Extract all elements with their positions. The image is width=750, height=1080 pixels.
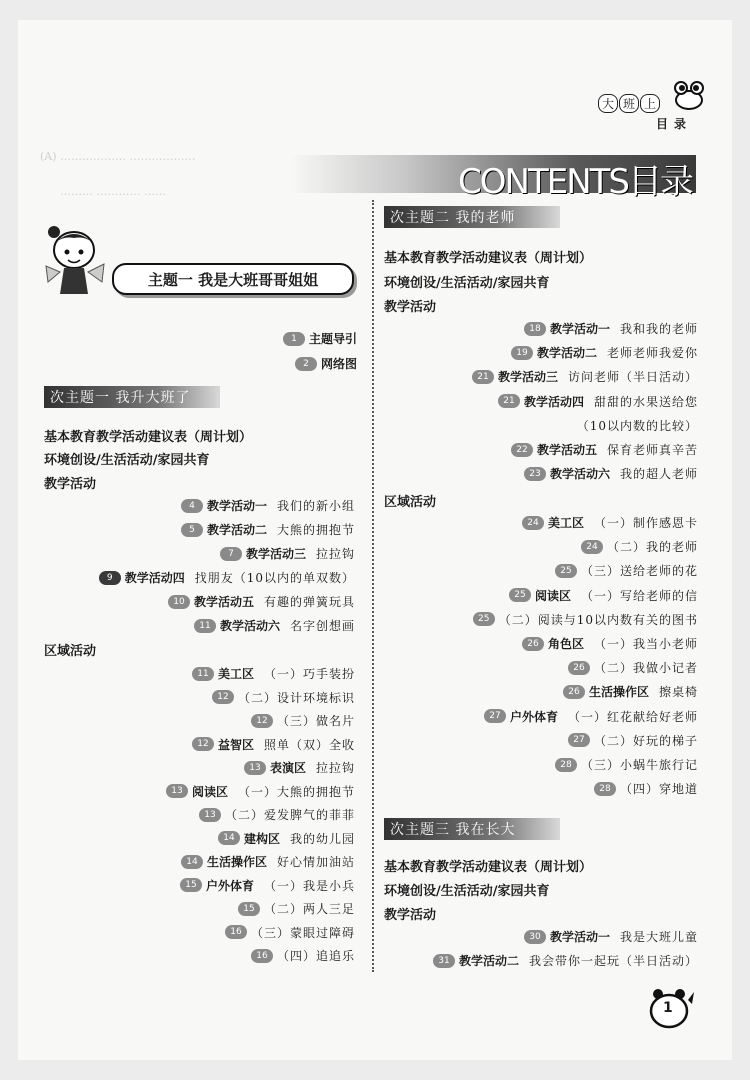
toc-entry[interactable] — [168, 593, 355, 610]
plan-heading: 基本教育教学活动建议表（周计划） — [44, 430, 253, 445]
entry-description: （一）我是小兵 — [263, 878, 355, 893]
page-number-badge: 10 — [168, 595, 190, 609]
toc-entry[interactable] — [212, 689, 355, 706]
entry-description: 老师老师我爱你 — [606, 346, 698, 361]
page-number-badge: 28 — [555, 758, 577, 772]
entry-label: 角色区 — [547, 637, 584, 651]
entry-description: （一）写给老师的信 — [580, 588, 698, 603]
toc-entry[interactable] — [194, 617, 355, 634]
entry-label: 教学活动一 — [549, 930, 610, 944]
subtheme-header: 次主题三 我在长大 — [384, 818, 560, 840]
page-number-badge: 19 — [511, 346, 533, 360]
page-number-badge: 4 — [181, 499, 203, 513]
env-heading: 环境创设/生活活动/家园共育 — [384, 276, 550, 291]
page-number-badge: 13 — [166, 784, 188, 798]
toc-entry[interactable] — [511, 344, 698, 361]
page-number-badge: 9 — [99, 571, 121, 585]
bleed-through-text: ……… ………… …… — [60, 185, 166, 198]
page-number-badge: 13 — [244, 761, 266, 775]
page-number-badge: 7 — [220, 547, 242, 561]
page-number-badge: 12 — [192, 737, 214, 751]
page-number-badge: 14 — [181, 855, 203, 869]
entry-description: （一）大熊的拥抱节 — [237, 784, 355, 799]
toc-entry[interactable] — [181, 497, 355, 514]
page-number-badge: 5 — [181, 523, 203, 537]
page-number-badge: 25 — [555, 564, 577, 578]
entry-description: （一）巧手装扮 — [263, 667, 355, 681]
toc-entry[interactable] — [498, 393, 698, 410]
activities-heading: 教学活动 — [384, 300, 437, 315]
toc-entry[interactable] — [563, 683, 698, 700]
entry-label: 教学活动五 — [536, 443, 597, 457]
page-number: 1 — [663, 1000, 673, 1016]
grade-badge-char: 上 — [640, 94, 660, 113]
toc-entry[interactable] — [522, 514, 698, 531]
page-number-badge: 1 — [283, 332, 305, 346]
toc-entry[interactable] — [220, 545, 355, 562]
entry-description: （三）做名片 — [276, 714, 355, 728]
toc-entry[interactable] — [568, 732, 698, 749]
toc-entry[interactable] — [192, 665, 355, 682]
page-number-badge: 24 — [522, 516, 544, 530]
girl-mascot-icon — [44, 224, 108, 304]
entry-label: 主题导引 — [308, 332, 357, 346]
toc-entry[interactable] — [433, 952, 698, 969]
toc-label: 目录 — [656, 117, 693, 131]
column-divider — [372, 200, 374, 972]
entry-description: 好心情加油站 — [276, 855, 355, 869]
entry-description: （二）阅读与10以内数有关的图书 — [498, 612, 698, 627]
toc-entry[interactable] — [509, 587, 698, 604]
page-number-badge: 2 — [295, 357, 317, 371]
entry-label: 教学活动六 — [549, 467, 610, 482]
entry-description: （三）蒙眼过障碍 — [250, 925, 355, 940]
plan-heading: 基本教育教学活动建议表（周计划） — [384, 251, 593, 266]
toc-entry[interactable] — [225, 924, 355, 941]
entry-description: （三）送给老师的花 — [580, 564, 698, 579]
page-number-badge: 22 — [511, 443, 533, 457]
entry-description: 我会带你一起玩（半日活动） — [528, 954, 698, 968]
entry-description: （二）我的老师 — [606, 540, 698, 555]
entry-description: （一）制作感恩卡 — [593, 516, 698, 530]
entry-label: 生活操作区 — [206, 855, 267, 869]
entry-description: 找朋友（10以内的单双数） — [194, 571, 355, 585]
entry-label: 教学活动一 — [206, 499, 267, 513]
entry-label: 教学活动五 — [193, 595, 254, 609]
subtheme-header: 次主题一 我升大班了 — [44, 386, 220, 408]
entry-description: （10以内数的比较） — [576, 418, 698, 433]
toc-entry[interactable] — [251, 712, 355, 729]
area-heading: 区域活动 — [44, 644, 97, 659]
entry-description: （二）我做小记者 — [593, 661, 698, 676]
toc-entry[interactable] — [199, 806, 355, 823]
page-number-badge: 18 — [524, 322, 546, 336]
entry-label: 教学活动二 — [458, 954, 519, 968]
grade-badge-char: 班 — [619, 94, 639, 113]
page-number-badge: 25 — [473, 612, 495, 626]
toc-entry[interactable] — [218, 830, 355, 847]
page-number-badge: 21 — [498, 394, 520, 408]
toc-entry[interactable] — [524, 465, 698, 482]
page-number-badge: 28 — [594, 782, 616, 796]
entry-label: 户外体育 — [205, 878, 254, 893]
page-number-badge: 26 — [568, 661, 590, 675]
toc-entry[interactable] — [99, 569, 355, 586]
env-heading: 环境创设/生活活动/家园共育 — [384, 884, 550, 899]
entry-label: 教学活动三 — [245, 547, 306, 561]
entry-description: 大熊的拥抱节 — [276, 523, 355, 537]
toc-entry[interactable] — [238, 900, 355, 917]
toc-entry[interactable] — [577, 417, 698, 434]
entry-label: 教学活动六 — [219, 619, 280, 633]
activities-heading: 教学活动 — [384, 908, 437, 923]
toc-entry[interactable] — [181, 521, 355, 538]
page-number-badge: 16 — [225, 925, 247, 939]
toc-entry[interactable] — [484, 708, 698, 725]
entry-description: 拉拉钩 — [315, 547, 355, 561]
toc-entry[interactable] — [473, 611, 698, 628]
toc-entry[interactable] — [251, 947, 355, 964]
entry-description: 我是大班儿童 — [619, 930, 698, 944]
page-number-badge: 13 — [199, 808, 221, 822]
page-number-badge: 25 — [509, 588, 531, 602]
entry-description: 名字创想画 — [289, 619, 355, 633]
grade-badge-char: 大 — [598, 94, 618, 113]
entry-label: 教学活动一 — [549, 322, 610, 336]
entry-label: 益智区 — [217, 737, 254, 752]
page-number-badge: 24 — [581, 540, 603, 554]
toc-entry[interactable] — [522, 635, 698, 652]
entry-label: 教学活动四 — [523, 394, 584, 409]
entry-description: 拉拉钩 — [315, 761, 355, 775]
entry-description: （二）好玩的梯子 — [593, 733, 698, 748]
entry-label: 网络图 — [320, 357, 357, 371]
toc-entry[interactable] — [568, 659, 698, 676]
entry-description: 保育老师真辛苦 — [606, 443, 698, 457]
subtheme-header: 次主题二 我的老师 — [384, 206, 560, 228]
toc-entry[interactable] — [472, 368, 698, 385]
entry-description: 照单（双）全收 — [263, 737, 355, 752]
page-number-badge: 14 — [218, 831, 240, 845]
entry-description: 我的超人老师 — [619, 467, 698, 482]
entry-label: 教学活动二 — [536, 346, 597, 361]
entry-label: 教学活动二 — [206, 523, 267, 537]
entry-description: （四）追追乐 — [276, 949, 355, 963]
toc-entry[interactable] — [581, 538, 698, 555]
entry-label: 生活操作区 — [588, 685, 649, 700]
entry-description: 有趣的弹簧玩具 — [263, 595, 355, 609]
theme-title-box: 主题一 我是大班哥哥姐姐 — [112, 263, 354, 295]
toc-entry[interactable] — [244, 759, 355, 776]
page-number-badge: 11 — [192, 667, 214, 681]
entry-label: 阅读区 — [191, 784, 228, 799]
page-number-badge: 27 — [568, 733, 590, 747]
plan-heading: 基本教育教学活动建议表（周计划） — [384, 860, 593, 875]
entry-label: 美工区 — [547, 516, 584, 530]
env-heading: 环境创设/生活活动/家园共育 — [44, 453, 210, 468]
grade-badge — [598, 94, 678, 114]
page-number-badge: 26 — [563, 685, 585, 699]
toc-entry[interactable] — [524, 928, 698, 945]
entry-label: 建构区 — [243, 831, 280, 846]
toc-entry[interactable] — [180, 877, 355, 894]
entry-label: 户外体育 — [509, 709, 558, 724]
entry-description: （二）爱发脾气的菲菲 — [224, 808, 355, 822]
entry-label: 阅读区 — [534, 588, 571, 603]
toc-entry[interactable] — [594, 780, 698, 797]
entry-description: （二）设计环境标识 — [237, 690, 355, 705]
toc-entry[interactable] — [511, 441, 698, 458]
bleed-through-text: (A) ……………… ……………… — [40, 150, 196, 163]
page-number-badge: 23 — [524, 467, 546, 481]
toc-entry[interactable] — [555, 562, 698, 579]
entry-description: （一）红花献给好老师 — [567, 709, 698, 724]
entry-description: （二）两人三足 — [263, 902, 355, 916]
entry-description: （三）小蜗牛旅行记 — [580, 758, 698, 772]
page-number-badge: 31 — [433, 954, 455, 968]
toc-entry[interactable] — [181, 853, 355, 870]
entry-description: 我和我的老师 — [619, 322, 698, 336]
contents-title: CONTENTS目录 — [458, 162, 692, 202]
area-heading: 区域活动 — [384, 495, 437, 510]
page-number-badge: 11 — [194, 619, 216, 633]
entry-label: 教学活动三 — [497, 370, 558, 385]
page-number-badge: 27 — [484, 709, 506, 723]
entry-description: 甜甜的水果送给您 — [593, 394, 698, 409]
entry-description: 访问老师（半日活动） — [567, 370, 698, 385]
contents-banner — [290, 155, 696, 202]
toc-entry[interactable] — [166, 783, 355, 800]
toc-entry[interactable] — [283, 330, 357, 347]
activities-heading: 教学活动 — [44, 477, 97, 492]
page-number-badge: 12 — [251, 714, 273, 728]
page-number-badge: 30 — [524, 930, 546, 944]
page-number-badge: 15 — [238, 902, 260, 916]
entry-description: 擦桌椅 — [658, 685, 698, 700]
toc-entry[interactable] — [524, 320, 698, 337]
entry-description: 我们的新小组 — [276, 499, 355, 513]
entry-description: （四）穿地道 — [619, 782, 698, 797]
frog-mascot-icon — [672, 80, 706, 110]
entry-label: 教学活动四 — [124, 571, 185, 585]
page-number-badge: 21 — [472, 370, 494, 384]
page-number-badge: 15 — [180, 878, 202, 892]
toc-entry[interactable] — [295, 355, 357, 372]
page-number-badge: 26 — [522, 637, 544, 651]
page-number-badge: 12 — [212, 690, 234, 704]
toc-entry[interactable] — [555, 756, 698, 773]
entry-description: 我的幼儿园 — [289, 831, 355, 846]
page-number-badge: 16 — [251, 949, 273, 963]
entry-label: 美工区 — [217, 667, 254, 681]
toc-entry[interactable] — [192, 736, 355, 753]
entry-description: （一）我当小老师 — [593, 637, 698, 651]
entry-label: 表演区 — [269, 761, 306, 775]
